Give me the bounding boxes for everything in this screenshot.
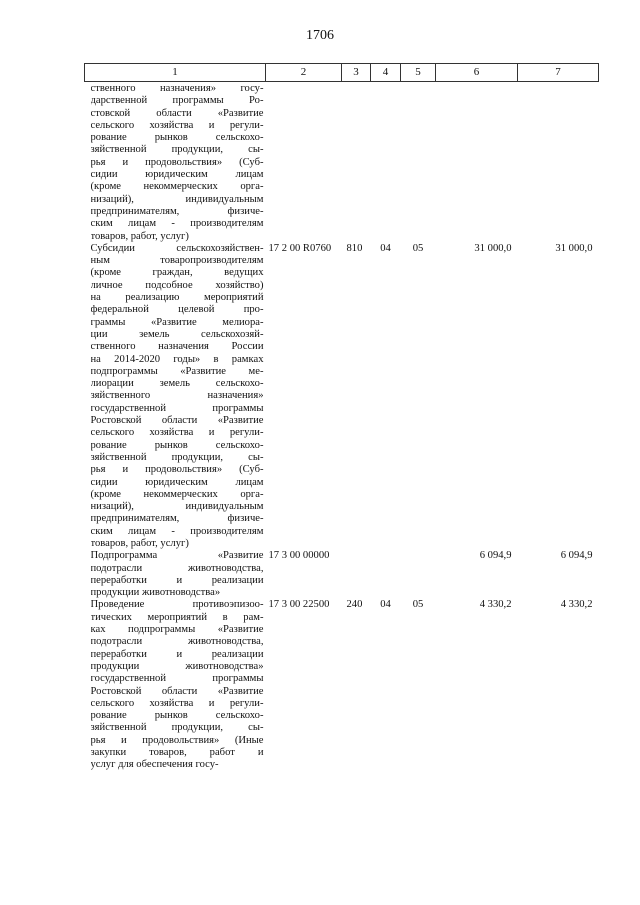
name-line: товаров, работ, услуг) bbox=[90, 230, 189, 242]
name-line: ственного назначения» госу- bbox=[90, 83, 264, 94]
name-line: продукции животноводства» bbox=[90, 587, 221, 599]
sum-year-1: 6 094,9 bbox=[479, 550, 512, 562]
name-line: подпрограммы «Развитие ме- bbox=[90, 365, 264, 377]
name-line: зяйственной продукции, сы- bbox=[90, 722, 264, 734]
name-line: подотрасли животноводства, bbox=[90, 562, 264, 574]
name-line: сельского хозяйства и регули- bbox=[90, 119, 264, 131]
name-line: продукции животноводства» bbox=[90, 660, 264, 672]
row-name bbox=[85, 82, 266, 243]
csr-code bbox=[266, 82, 342, 243]
name-line: ственного назначения России bbox=[90, 341, 264, 353]
header-col-3: 3 bbox=[342, 64, 371, 82]
name-line: государственной программы bbox=[90, 402, 264, 414]
name-line: (кроме некоммерческих орга- bbox=[90, 181, 264, 193]
sum-year-1: 31 000,0 bbox=[474, 242, 512, 254]
section: 04 bbox=[380, 242, 391, 254]
header-col-6: 6 bbox=[436, 64, 518, 82]
name-line: Субсидии сельскохозяйствен- bbox=[90, 242, 264, 254]
name-line: подотрасли животноводства, bbox=[90, 636, 264, 648]
name-line: переработки и реализации bbox=[90, 648, 264, 660]
page-number: 1706 bbox=[306, 28, 334, 43]
name-line: низаций), индивидуальным bbox=[90, 501, 264, 513]
subsection bbox=[401, 550, 436, 599]
table-row bbox=[85, 599, 599, 771]
name-line: рование рынков сельскохо- bbox=[90, 710, 264, 722]
name-line: (кроме некоммерческих орга- bbox=[90, 488, 264, 500]
csr-code: 17 3 00 00000 bbox=[268, 550, 330, 562]
row-name bbox=[85, 550, 266, 599]
name-line: Подпрограмма «Развитие bbox=[90, 550, 264, 562]
section bbox=[371, 550, 401, 599]
section bbox=[371, 82, 401, 243]
name-line: личное подсобное хозяйство) bbox=[90, 279, 264, 291]
name-line: Ростовской области «Развитие bbox=[90, 685, 264, 697]
name-lines bbox=[91, 243, 264, 550]
name-line: сидии юридическим лицам bbox=[90, 169, 264, 181]
table-row bbox=[85, 82, 599, 243]
name-line: государственной программы bbox=[90, 673, 264, 685]
name-line: предпринимателям, физиче- bbox=[90, 205, 264, 217]
csr-code: 17 3 00 22500 bbox=[268, 599, 330, 611]
name-line: предпринимателям, физиче- bbox=[90, 513, 264, 525]
subsection: 05 bbox=[412, 242, 424, 254]
subsection: 05 bbox=[412, 599, 424, 611]
name-line: переработки и реализации bbox=[90, 574, 264, 586]
name-line: сидии юридическим лицам bbox=[90, 476, 264, 488]
header-col-4: 4 bbox=[371, 64, 401, 82]
name-line: рование рынков сельскохо- bbox=[90, 132, 264, 144]
name-line: лиорации земель сельскохо- bbox=[90, 378, 264, 390]
header-col-1: 1 bbox=[85, 64, 266, 82]
row-name bbox=[85, 243, 266, 550]
name-line: рья и продовольствия» (Суб- bbox=[90, 464, 264, 476]
header-col-5: 5 bbox=[401, 64, 436, 82]
sum-year-2 bbox=[518, 82, 599, 243]
name-line: зяйственного назначения» bbox=[90, 390, 264, 402]
name-lines bbox=[91, 550, 264, 599]
name-line: рья и продовольствия» (Иные bbox=[90, 734, 264, 746]
expense-type bbox=[342, 550, 371, 599]
row-name bbox=[85, 599, 266, 771]
expense-type: 810 bbox=[346, 242, 363, 254]
sum-year-2: 4 330,2 bbox=[560, 599, 593, 611]
sum-year-1 bbox=[436, 82, 518, 243]
expense-type bbox=[342, 82, 371, 243]
name-line: низаций), индивидуальным bbox=[90, 193, 264, 205]
name-line: на реализацию мероприятий bbox=[90, 292, 264, 304]
expense-type: 240 bbox=[346, 599, 363, 611]
name-line: дарственной программы Ро- bbox=[90, 95, 264, 107]
name-line: на 2014-2020 годы» в рамках bbox=[90, 353, 264, 365]
name-line: (кроме граждан, ведущих bbox=[90, 267, 264, 279]
table-row bbox=[85, 243, 599, 550]
table-header-row bbox=[85, 64, 599, 82]
name-line: сельского хозяйства и регули- bbox=[90, 427, 264, 439]
header-col-2: 2 bbox=[266, 64, 342, 82]
sum-year-1: 4 330,2 bbox=[479, 599, 512, 611]
csr-code: 17 2 00 R0760 bbox=[268, 242, 332, 254]
name-lines bbox=[91, 599, 264, 771]
name-line: рья и продовольствия» (Суб- bbox=[90, 156, 264, 168]
name-line: стовской области «Развитие bbox=[90, 107, 264, 119]
name-line: граммы «Развитие мелиора- bbox=[90, 316, 264, 328]
name-line: товаров, работ, услуг) bbox=[90, 537, 189, 549]
name-line: зяйственной продукции, сы- bbox=[90, 144, 264, 156]
sum-year-2: 31 000,0 bbox=[555, 242, 593, 254]
budget-table bbox=[84, 63, 599, 772]
name-lines bbox=[91, 83, 264, 243]
name-line: ским лицам - производителям bbox=[90, 525, 264, 537]
name-line: Ростовской области «Развитие bbox=[90, 415, 264, 427]
name-line: ции земель сельскохозяй- bbox=[90, 328, 264, 340]
name-line: ным товаропроизводителям bbox=[90, 255, 264, 267]
name-line: рование рынков сельскохо- bbox=[90, 439, 264, 451]
name-line: закупки товаров, работ и bbox=[90, 747, 264, 759]
name-line: ским лицам - производителям bbox=[90, 218, 264, 230]
sum-year-2: 6 094,9 bbox=[560, 550, 593, 562]
section: 04 bbox=[380, 599, 391, 611]
name-line: сельского хозяйства и регули- bbox=[90, 697, 264, 709]
name-line: Проведение противоэпизоо- bbox=[90, 599, 264, 611]
subsection bbox=[401, 82, 436, 243]
name-line: ках подпрограммы «Развитие bbox=[90, 624, 264, 636]
name-line: федеральной целевой про- bbox=[90, 304, 264, 316]
header-col-7: 7 bbox=[518, 64, 599, 82]
table-row bbox=[85, 550, 599, 599]
name-line: услуг для обеспечения госу- bbox=[90, 759, 219, 771]
name-line: зяйственной продукции, сы- bbox=[90, 451, 264, 463]
name-line: тических мероприятий в рам- bbox=[90, 611, 264, 623]
